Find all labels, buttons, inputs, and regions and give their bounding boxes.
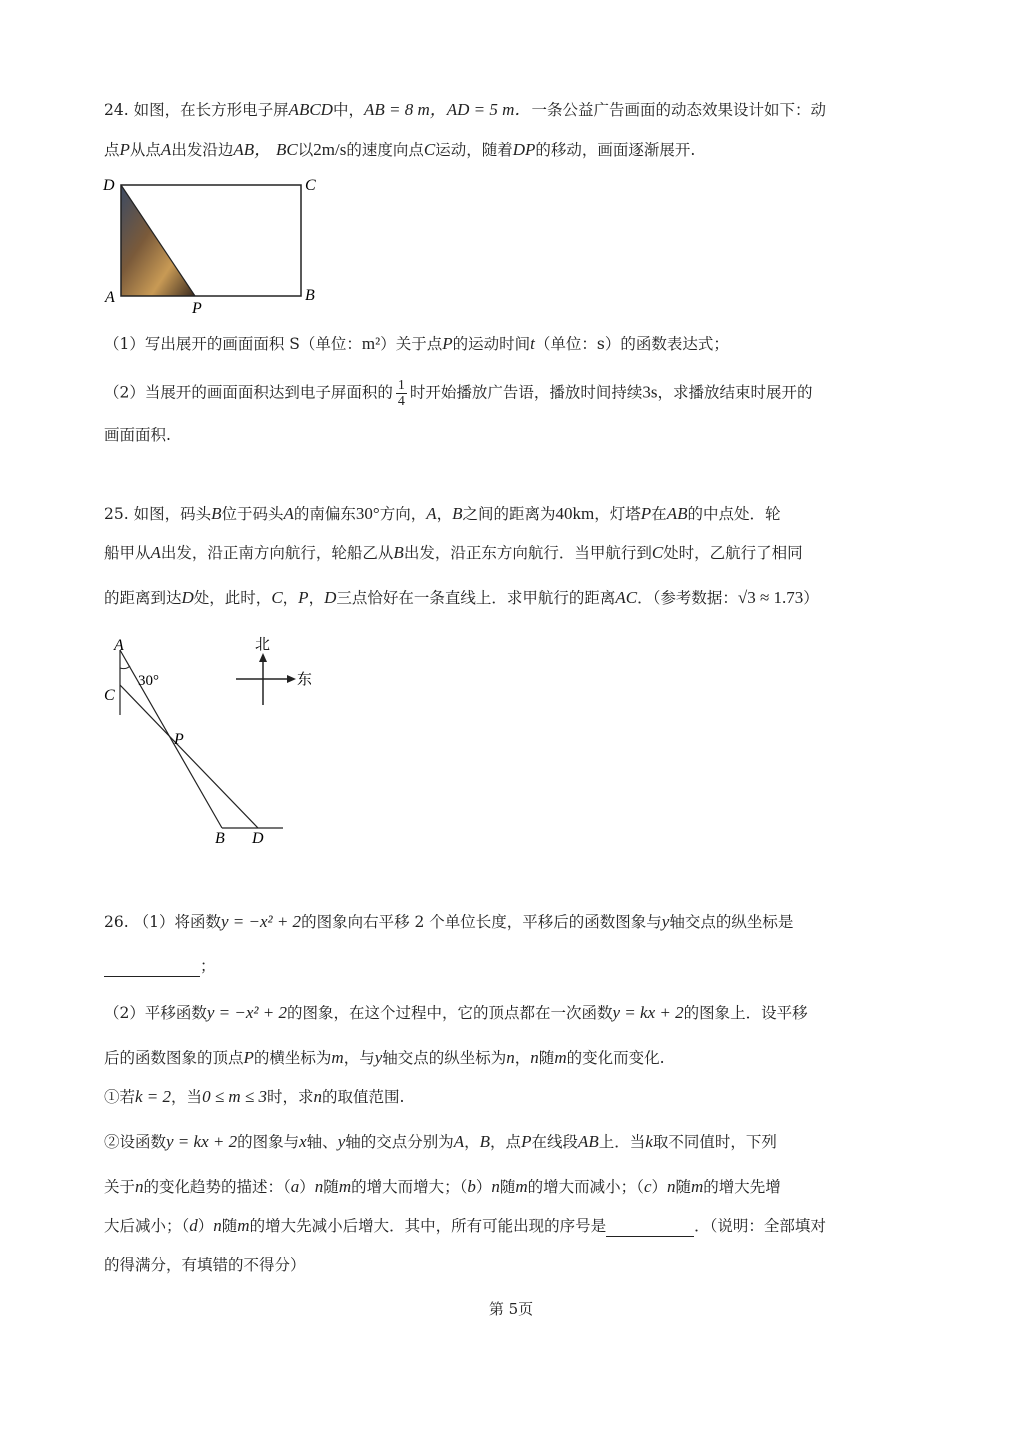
label-a: A (114, 637, 124, 654)
q26-line-1: 26. （1）将函数y = −x² + 2的图象向右平移 2 个单位长度，平移后的函数图象与y轴交点的纵坐标是 (104, 912, 794, 931)
q26-line-2: ； (104, 955, 216, 977)
label-a: A (105, 289, 115, 306)
q24-part-2: （2）当展开的画面面积达到电子屏面积的 $\frac{1}{4}$ 时开始播放广告语，播放时间持续3s，求播放结束时展开的 (104, 378, 813, 409)
q24-line-1: 24. 如图，在长方形电子屏ABCD中，AB = 8 m，AD = 5 m．一条公益广告画面的动态效果设计如下：动 (104, 100, 826, 119)
label-d: D (103, 177, 115, 194)
label-p: P (174, 731, 184, 748)
answer-blank-1[interactable] (104, 958, 200, 977)
q26-line-4: 后的函数图象的顶点P的横坐标为m，与y轴交点的纵坐标为n，n随m的变化而变化. (104, 1048, 665, 1067)
q26-line-7: 关于n的变化趋势的描述：（a）n随m的增大而增大；（b）n随m的增大而减小；（c）n随m的增大先增 (104, 1177, 781, 1196)
q24-line-2: 点P从点A出发沿边AB， BC以2m/s的速度向点C运动，随着DP的移动，画面逐渐展开. (104, 140, 696, 159)
answer-blank-2[interactable] (606, 1218, 694, 1237)
label-p: P (192, 300, 202, 317)
segment-ab (120, 650, 222, 828)
q26-line-6: ②设函数y = kx + 2的图象与x轴、y轴的交点分别为A，B，点P在线段AB上．当k取不同值时，下列 (104, 1132, 777, 1151)
q25-line-2: 船甲从A出发，沿正南方向航行，轮船乙从B出发，沿正东方向航行．当甲航行到C处时，乙航行了相同 (104, 543, 803, 562)
fraction-one-quarter: $\frac{1}{4}$ (397, 378, 405, 409)
label-b: B (215, 830, 225, 847)
q25-line-3: 的距离到达D处，此时，C，P，D三点恰好在一条直线上．求甲航行的距离AC．（参考数据：√3 ≈ 1.73） (104, 588, 819, 607)
label-c: C (305, 177, 316, 194)
segment-cd (120, 685, 258, 828)
q26-line-9: 的得满分，有填错的不得分） (104, 1256, 306, 1274)
q25-figure (100, 630, 320, 850)
label-b: B (305, 287, 315, 304)
q24-figure (100, 170, 330, 318)
q24-part-2-cont: 画面面积. (104, 426, 171, 444)
label-angle: 30° (138, 673, 159, 689)
label-d: D (252, 830, 264, 847)
page-number: 第 5页 (488, 1300, 534, 1318)
q26-line-3: （2）平移函数y = −x² + 2的图象，在这个过程中，它的顶点都在一次函数y = kx + 2的图象上．设平移 (104, 1003, 808, 1022)
label-c: C (104, 687, 115, 704)
label-east: 东 (297, 670, 313, 688)
q25-line-1: 25. 如图，码头B位于码头A的南偏东30°方向，A，B之间的距离为40km，灯塔P在AB的中点处．轮 (104, 504, 781, 523)
q26-line-8: 大后减小；（d）n随m的增大先减小后增大．其中，所有可能出现的序号是 ．（说明：全部填对 (104, 1216, 826, 1235)
q26-line-5: ①若k = 2，当0 ≤ m ≤ 3时，求n的取值范围. (104, 1087, 405, 1106)
label-north: 北 (255, 635, 271, 653)
compass-icon (236, 653, 296, 705)
q24-part-1: （1）写出展开的画面面积 S（单位：m²）关于点P的运动时间t（单位：s）的函数表达式； (104, 334, 729, 353)
angle-arc (120, 666, 130, 669)
